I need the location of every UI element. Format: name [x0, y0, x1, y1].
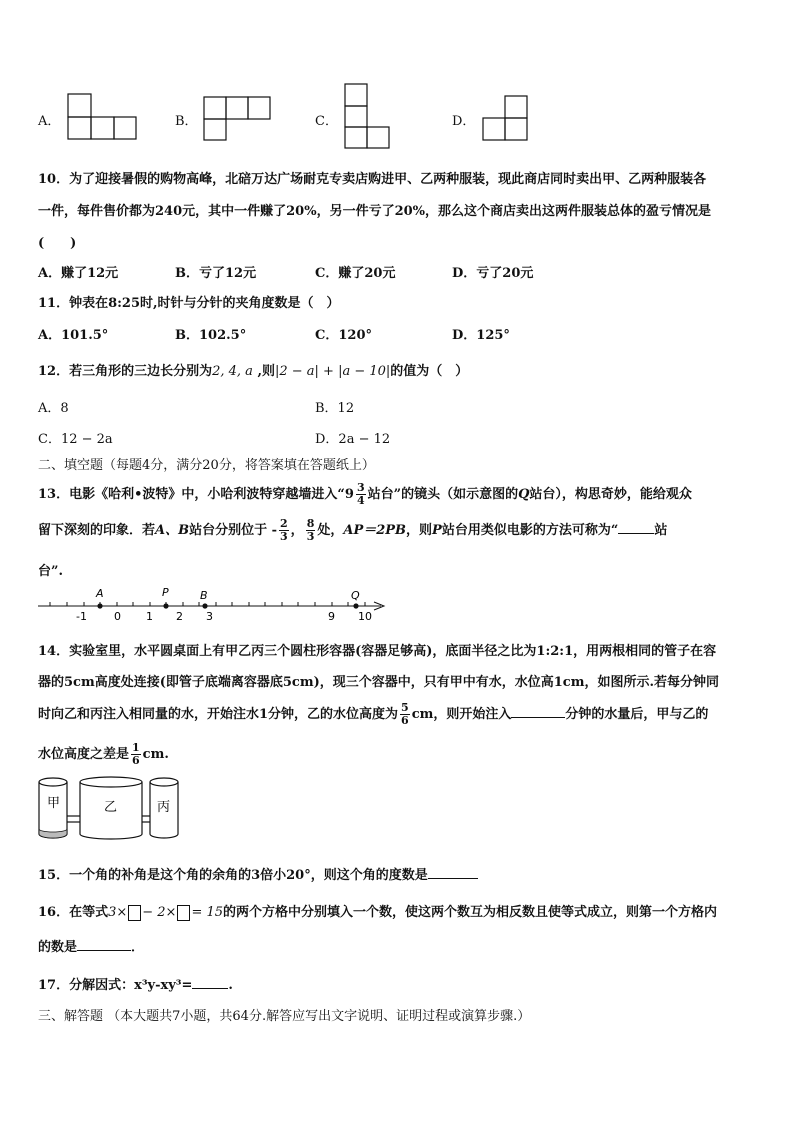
q9-option-b-figure — [202, 95, 272, 143]
tick-label-0: 0 — [114, 610, 121, 623]
q9-option-a-figure — [66, 92, 138, 142]
q9-option-d-label: D． — [452, 114, 476, 129]
section-2-heading: 二、填空题（每题4分，满分20分，将答案填在答题纸上） — [38, 458, 375, 473]
point-p — [163, 603, 168, 608]
q13-answer-blank[interactable] — [618, 533, 654, 534]
q16-post: 的两个方格中分别填入一个数，使这两个数互为相反数且使等式成立，则第一个方格内 — [223, 905, 718, 920]
point-a-label: A — [96, 587, 104, 600]
q13-fraction-2-3: $\frac{2}{3}$ — [280, 517, 288, 543]
container-jia-top — [39, 778, 67, 786]
container-bing-label: 丙 — [157, 800, 171, 815]
q13-line3: 台”. — [38, 564, 64, 579]
q14-line4-pre: 水位高度之差是 — [38, 747, 130, 762]
q15-answer-blank[interactable] — [428, 878, 478, 879]
q12-pre: 12．若三角形的三边长分别为 — [38, 364, 213, 379]
tick-label-10: 10 — [358, 610, 372, 623]
q9-option-c-label: C． — [315, 114, 338, 129]
container-yi-bottom — [80, 834, 142, 839]
q16-box-2[interactable] — [177, 905, 190, 921]
q15-text: 15．一个角的补角是这个角的余角的3倍小20°，则这个角的度数是 — [38, 868, 428, 883]
q14-fraction-5-6: $\frac{5}{6}$ — [401, 701, 409, 727]
tick-label-minus1: -1 — [76, 610, 87, 623]
q13-pre: 13．电影《哈利•波特》中，小哈利波特穿越墙进入“9 — [38, 487, 354, 502]
q9-option-c-figure — [343, 82, 393, 150]
q12-mid: ,则 — [252, 364, 275, 379]
q12-expression: |2 − a| + |a − 10| — [274, 364, 391, 379]
q10-number: 10． — [38, 172, 70, 187]
q13-fraction-3-4: $\frac{3}{4}$ — [356, 481, 365, 507]
q10-paren: ( ) — [38, 236, 77, 251]
q13-fraction-8-3: $\frac{8}{3}$ — [306, 517, 315, 543]
q11-text: 11．钟表在8:25时,时针与分针的夹角度数是（ ） — [38, 296, 340, 311]
q14-line3-pre: 时向乙和丙注入相同量的水，开始注水1分钟，乙的水位高度为 — [38, 707, 399, 722]
q14-line2: 器的5cm高度处连接(即管子底端离容器底5cm)，现三个容器中，只有甲中有水，水位高1cm，如图所示.若每分钟同 — [38, 675, 719, 690]
q16-eq-a: 3× — [108, 905, 128, 920]
q13-mid2: 站台），构思奇妙，能给观众 — [529, 487, 692, 502]
q16-answer-blank[interactable] — [77, 950, 131, 951]
q10-option-a: A．赚了12元 — [38, 266, 119, 281]
point-b — [202, 603, 207, 608]
point-q-label: Q — [351, 589, 360, 602]
q12-sides: 2, 4, a — [212, 364, 253, 379]
q11-option-d: D．125° — [452, 328, 510, 343]
container-yi-label: 乙 — [104, 800, 118, 815]
q9-option-d-figure — [481, 94, 531, 144]
q16-box-1[interactable] — [128, 905, 141, 921]
q17-answer-blank[interactable] — [192, 988, 228, 989]
q13-line2-mid: 站台分别位于 - — [189, 523, 278, 538]
q13-condition: AP＝2PB — [343, 523, 407, 538]
q12-post: 的值为（ ） — [390, 364, 469, 379]
tick-label-3: 3 — [206, 610, 213, 623]
q13-p-label: P — [432, 523, 442, 538]
container-bing-top — [150, 778, 178, 786]
tick-label-2: 2 — [176, 610, 183, 623]
q11-option-b: B．102.5° — [175, 328, 247, 343]
q10-line2: 一件，每件售价都为240元，其中一件赚了20%，另一件亏了20%，那么这个商店卖出这两件服装总体的盈亏情况是 — [38, 204, 712, 219]
q12-option-c: C．12 − 2a — [38, 432, 113, 447]
q14-answer-blank[interactable] — [511, 717, 565, 718]
q10-option-b: B．亏了12元 — [175, 266, 257, 281]
q12-option-d: D．2a − 12 — [315, 432, 391, 447]
q13-number-line — [36, 584, 391, 624]
q9-option-b-label: B． — [175, 114, 198, 129]
q13-q-label: Q — [518, 487, 530, 502]
q13-line2-pre: 留下深刻的印象．若 — [38, 523, 156, 538]
q14-line3-mid: cm，则开始注入 — [411, 707, 512, 722]
q14-line1: 14．实验室里，水平圆桌面上有甲乙丙三个圆柱形容器(容器足够高)，底面半径之比为1:2:1，用两根相同的管子在容 — [38, 644, 717, 659]
container-yi-top — [80, 777, 142, 787]
q14-fraction-1-6: $\frac{1}{6}$ — [132, 741, 140, 767]
tick-label-1: 1 — [146, 610, 153, 623]
point-a — [97, 603, 102, 608]
q14-line4-post: cm. — [142, 747, 169, 762]
q16-eq-b: − 2× — [142, 905, 177, 920]
container-jia-water — [39, 829, 67, 838]
q11-option-a: A．101.5° — [38, 328, 109, 343]
container-bing-bottom — [150, 834, 178, 838]
tick-label-9: 9 — [328, 610, 335, 623]
q17-text: 17．分解因式：x³y-xy³= — [38, 978, 193, 993]
q9-option-a-label: A． — [38, 114, 61, 129]
q13-ab: A、B — [155, 523, 190, 538]
q13-line2-mid2: 处， — [317, 523, 344, 538]
q12-option-b: B．12 — [315, 401, 355, 416]
q14-line3-post: 分钟的水量后，甲与乙的 — [565, 707, 709, 722]
q12-option-a: A．8 — [38, 401, 69, 416]
container-jia-label: 甲 — [47, 796, 61, 811]
point-q — [353, 603, 358, 608]
q16-line2: 的数是 — [38, 940, 78, 955]
q16-pre: 16．在等式 — [38, 905, 109, 920]
point-p-label: P — [162, 586, 169, 599]
point-b-label: B — [200, 589, 208, 602]
q10-option-c: C．赚了20元 — [315, 266, 396, 281]
q10-line1: 为了迎接暑假的购物高峰，北碚万达广场耐克专卖店购进甲、乙两种服装，现此商店同时卖出甲、乙两种服装各 — [69, 172, 707, 187]
q16-eq-c: = 15 — [191, 905, 224, 920]
q13-mid1: 站台”的镜头（如示意图的 — [367, 487, 519, 502]
section-3-heading: 三、解答题 （本大题共7小题，共64分.解答应写出文字说明、证明过程或演算步骤.） — [38, 1009, 531, 1024]
q10-option-d: D．亏了20元 — [452, 266, 534, 281]
q14-containers-diagram — [36, 774, 182, 844]
q11-option-c: C．120° — [315, 328, 372, 343]
